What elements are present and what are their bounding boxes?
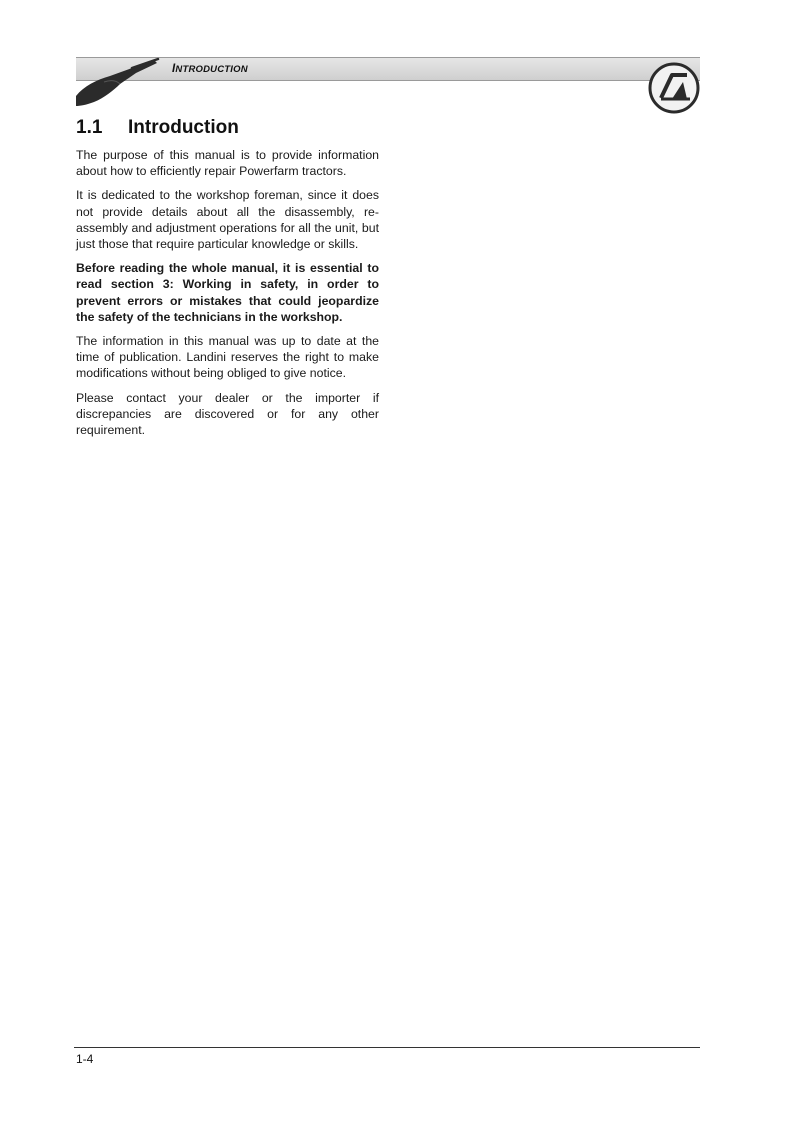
- section-title: Introduction: [128, 117, 239, 138]
- section-heading: [76, 117, 239, 139]
- header-title-initial: I: [172, 63, 176, 75]
- paragraph-audience: It is dedicated to the workshop foreman, since it does not provide details about all the disassembly, re-assembly and adjustment operations for all the unit, but just those that require particular knowledge or skills.: [76, 188, 379, 252]
- footer-rule: [74, 1047, 700, 1048]
- hand-pen-icon: [74, 56, 164, 106]
- header-band: [76, 57, 700, 81]
- paragraph-purpose: The purpose of this manual is to provide information about how to efficiently repair Powerfarm tractors.: [76, 148, 379, 179]
- paragraph-contact: Please contact your dealer or the importer if discrepancies are discovered or for any other requirement.: [76, 390, 379, 438]
- header-title-rest: NTRODUCTION: [175, 64, 248, 75]
- header-title: [172, 63, 248, 75]
- paragraph-publication-notice: The information in this manual was up to date at the time of publication. Landini reserves the right to make modifications without being obliged to give notice.: [76, 334, 379, 381]
- landini-logo-icon: [648, 62, 700, 114]
- paragraph-safety-warning: Before reading the whole manual, it is essential to read section 3: Working in safety, in order to prevent errors or mistakes that could jeopardize the safety of the technicians in the workshop.: [76, 261, 379, 324]
- page-number: 1-4: [76, 1052, 94, 1066]
- section-number: 1.1: [76, 117, 103, 138]
- body-text: [76, 147, 379, 446]
